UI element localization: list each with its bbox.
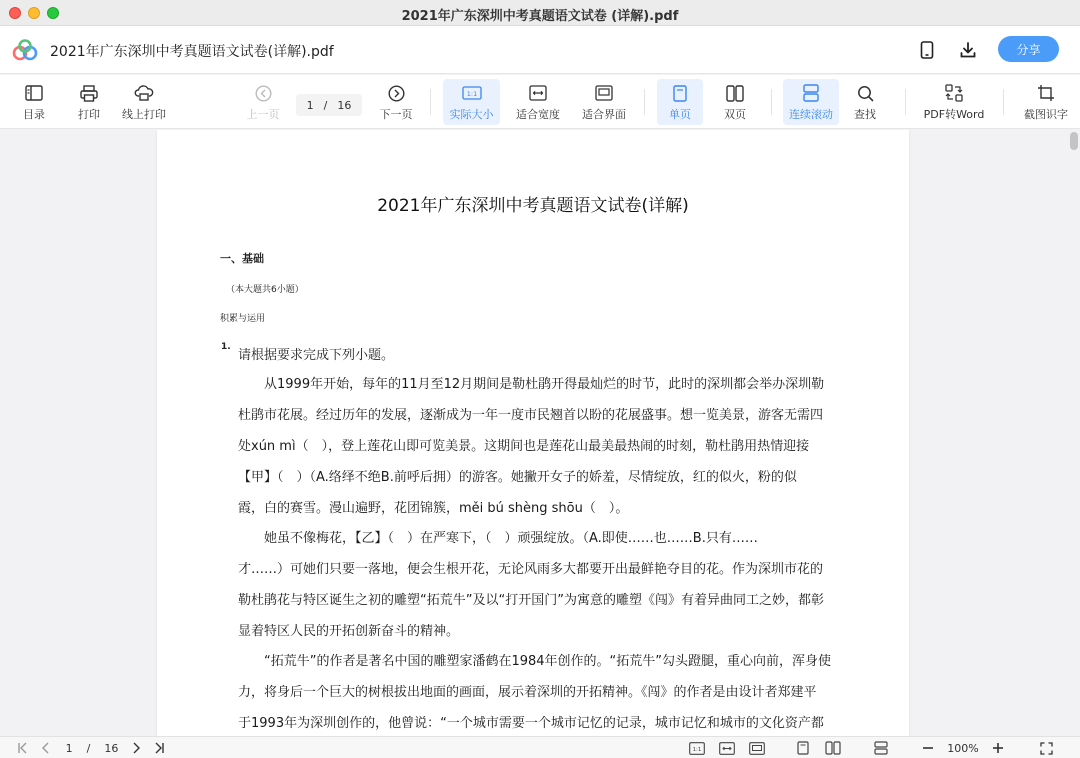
chevron-left-circle-icon	[255, 85, 272, 102]
title-bar	[0, 0, 1080, 26]
app-header	[0, 26, 1080, 74]
continuous-scroll-icon	[874, 741, 888, 755]
toc-label: 目录	[23, 108, 45, 121]
online-print-button[interactable]	[120, 79, 168, 125]
status-page-indicator[interactable]	[62, 740, 122, 756]
text-line: 【甲】（ ）（A.络绎不绝B.前呼后拥）的游客。她撇开女子的娇羞，尽情绽放，红的似火，粉的似	[238, 470, 797, 485]
text-line: 力，将身后一个巨大的树根拔出地面的画面，展示着深圳的开拓精神。《闯》的作者是由设计者郑建平	[238, 685, 817, 700]
text-line: 处xún mì（ ），登上莲花山即可览美景。这期间也是莲花山最美最热闹的时刻，勒杜鹃用热情迎接	[238, 439, 810, 454]
toc-icon	[25, 85, 43, 101]
double-page-label: 双页	[724, 108, 746, 121]
printer-icon	[80, 85, 98, 102]
page-separator: /	[323, 98, 328, 112]
find-button[interactable]	[848, 79, 882, 125]
single-page-button[interactable]	[657, 79, 703, 125]
svg-text:1:1: 1:1	[692, 746, 702, 753]
section-note: （本大题共6小题）	[226, 285, 304, 295]
status-double-page-button[interactable]	[823, 740, 843, 756]
continuous-scroll-icon	[803, 84, 819, 102]
chevron-left-icon	[41, 742, 51, 754]
fit-page-icon	[595, 85, 613, 101]
cloud-print-icon	[134, 85, 154, 102]
status-fit-page-button[interactable]	[747, 740, 767, 756]
text-line: 于1993年为深圳创作的，他曾说：“一个城市需要一个城市记忆的记录，城市记忆和城市的文化资产都	[238, 716, 824, 731]
convert-icon	[945, 84, 963, 102]
last-page-button[interactable]	[150, 740, 168, 756]
status-fit-width-button[interactable]	[717, 740, 737, 756]
actual-size-icon	[689, 742, 705, 755]
text-line: “拓荒牛”的作者是著名中国的雕塑家潘鹤在1984年创作的。“拓荒牛”勾头蹬腿，重心向前，浑身使	[238, 654, 832, 669]
double-page-icon	[825, 741, 841, 755]
fullscreen-button[interactable]	[1037, 740, 1055, 756]
status-single-page-button[interactable]	[794, 740, 812, 756]
status-total-pages: 16	[104, 741, 119, 755]
document-title: 2021年广东深圳中考真题语文试卷(详解).pdf	[50, 44, 334, 60]
chevron-right-circle-icon	[388, 85, 405, 102]
text-line: 勒杜鹃花与特区诞生之初的雕塑“拓荒牛”及以“打开国门”为寓意的雕塑《闯》有着异曲同工之妙，都彰	[238, 593, 824, 608]
text-line: 她虽不像梅花，【乙】（ ）在严寒下，（ ）顽强绽放。（A.即使……也……B.只有……	[238, 531, 758, 546]
prev-page-label: 上一页	[246, 108, 280, 121]
print-label: 打印	[78, 108, 100, 121]
question-number: 1.	[221, 342, 231, 352]
text-line: 才……）可她们只要一落地，便会生根开花，无论风雨多大都要开出最鲜艳夺目的花。作为深圳市花的	[238, 562, 824, 577]
toc-button[interactable]	[18, 79, 50, 125]
toolbar-divider	[771, 89, 772, 115]
vertical-scrollbar[interactable]	[1070, 132, 1078, 150]
fit-width-button[interactable]	[513, 79, 563, 125]
doc-heading: 2021年广东深圳中考真题语文试卷(详解)	[377, 196, 689, 216]
zoom-out-button[interactable]	[919, 740, 937, 756]
first-page-button[interactable]	[14, 740, 32, 756]
last-page-icon	[153, 742, 165, 754]
section-heading: 一、基础	[220, 252, 264, 265]
prev-page-small-button[interactable]	[38, 740, 54, 756]
subsection-heading: 积累与运用	[220, 314, 266, 324]
paragraph-2	[238, 523, 846, 647]
single-page-icon	[673, 85, 687, 102]
pdf-page	[157, 130, 909, 736]
question-prompt: 请根据要求完成下列小题。	[238, 348, 395, 363]
current-page: 1	[306, 98, 314, 112]
next-page-button[interactable]	[378, 79, 414, 125]
status-page-separator: /	[86, 741, 91, 755]
pdf-to-word-label: PDF转Word	[923, 108, 985, 121]
total-pages: 16	[337, 98, 352, 112]
fit-width-icon	[719, 742, 735, 755]
share-button[interactable]: 分享	[998, 36, 1059, 62]
plus-icon	[992, 742, 1004, 754]
single-page-icon	[797, 741, 809, 755]
double-page-button[interactable]	[712, 79, 758, 125]
chevron-right-icon	[131, 742, 141, 754]
double-page-icon	[726, 85, 744, 102]
status-current-page: 1	[65, 741, 73, 755]
continuous-scroll-button[interactable]	[783, 79, 839, 125]
online-print-label: 线上打印	[122, 108, 166, 121]
search-icon	[857, 85, 874, 102]
actual-size-button[interactable]	[443, 79, 500, 125]
actual-size-label: 实际大小	[449, 108, 494, 121]
fit-page-button[interactable]	[578, 79, 630, 125]
zoom-level[interactable]: 100%	[947, 741, 979, 755]
status-continuous-button[interactable]	[871, 740, 891, 756]
toolbar-divider	[905, 89, 906, 115]
status-actual-size-button[interactable]	[687, 740, 707, 756]
text-line: 霞，白的赛雪。漫山遍野，花团锦簇，měi bú shèng shōu（ ）。	[238, 501, 629, 516]
paragraph-3	[238, 646, 846, 736]
single-page-label: 单页	[669, 108, 691, 121]
mobile-view-button[interactable]	[915, 38, 939, 62]
download-button[interactable]	[956, 38, 980, 62]
next-page-small-button[interactable]	[128, 740, 144, 756]
text-line: 显着特区人民的开拓创新奋斗的精神。	[238, 624, 460, 639]
text-line: 杜鹃市花展。经过历年的发展，逐渐成为一年一度市民翘首以盼的花展盛事。想一览美景，游客无需四	[238, 408, 824, 423]
pdf-to-word-button[interactable]	[920, 79, 988, 125]
print-button[interactable]	[73, 79, 105, 125]
fit-width-icon	[529, 85, 547, 101]
page-number-input[interactable]	[296, 94, 362, 116]
app-logo-icon	[12, 39, 38, 61]
toolbar	[0, 75, 1080, 129]
crop-icon	[1037, 84, 1055, 102]
prev-page-button[interactable]	[245, 79, 281, 125]
fit-page-icon	[749, 742, 765, 755]
fit-page-label: 适合界面	[582, 108, 626, 121]
phone-icon	[920, 41, 934, 59]
ocr-screenshot-label: 截图识字	[1024, 108, 1068, 121]
fit-width-label: 适合宽度	[516, 108, 560, 121]
document-viewport[interactable]	[0, 130, 1080, 736]
actual-size-icon	[462, 85, 482, 101]
download-icon	[959, 41, 977, 59]
toolbar-divider	[1003, 89, 1004, 115]
minus-icon	[922, 742, 934, 754]
toolbar-divider	[430, 89, 431, 115]
paragraph-1	[238, 369, 846, 524]
zoom-in-button[interactable]	[989, 740, 1007, 756]
toolbar-divider	[644, 89, 645, 115]
find-label: 查找	[854, 108, 876, 121]
svg-text:1:1: 1:1	[466, 90, 477, 98]
first-page-icon	[17, 742, 29, 754]
fullscreen-icon	[1040, 742, 1053, 755]
next-page-label: 下一页	[379, 108, 413, 121]
window-title: 2021年广东深圳中考真题语文试卷 (详解).pdf	[401, 9, 679, 24]
ocr-screenshot-button[interactable]	[1020, 79, 1072, 125]
text-line: 从1999年开始，每年的11月至12月期间是勒杜鹃开得最灿烂的时节，此时的深圳都会举办深圳勒	[238, 377, 825, 392]
continuous-scroll-label: 连续滚动	[789, 108, 833, 121]
status-bar	[0, 736, 1080, 758]
